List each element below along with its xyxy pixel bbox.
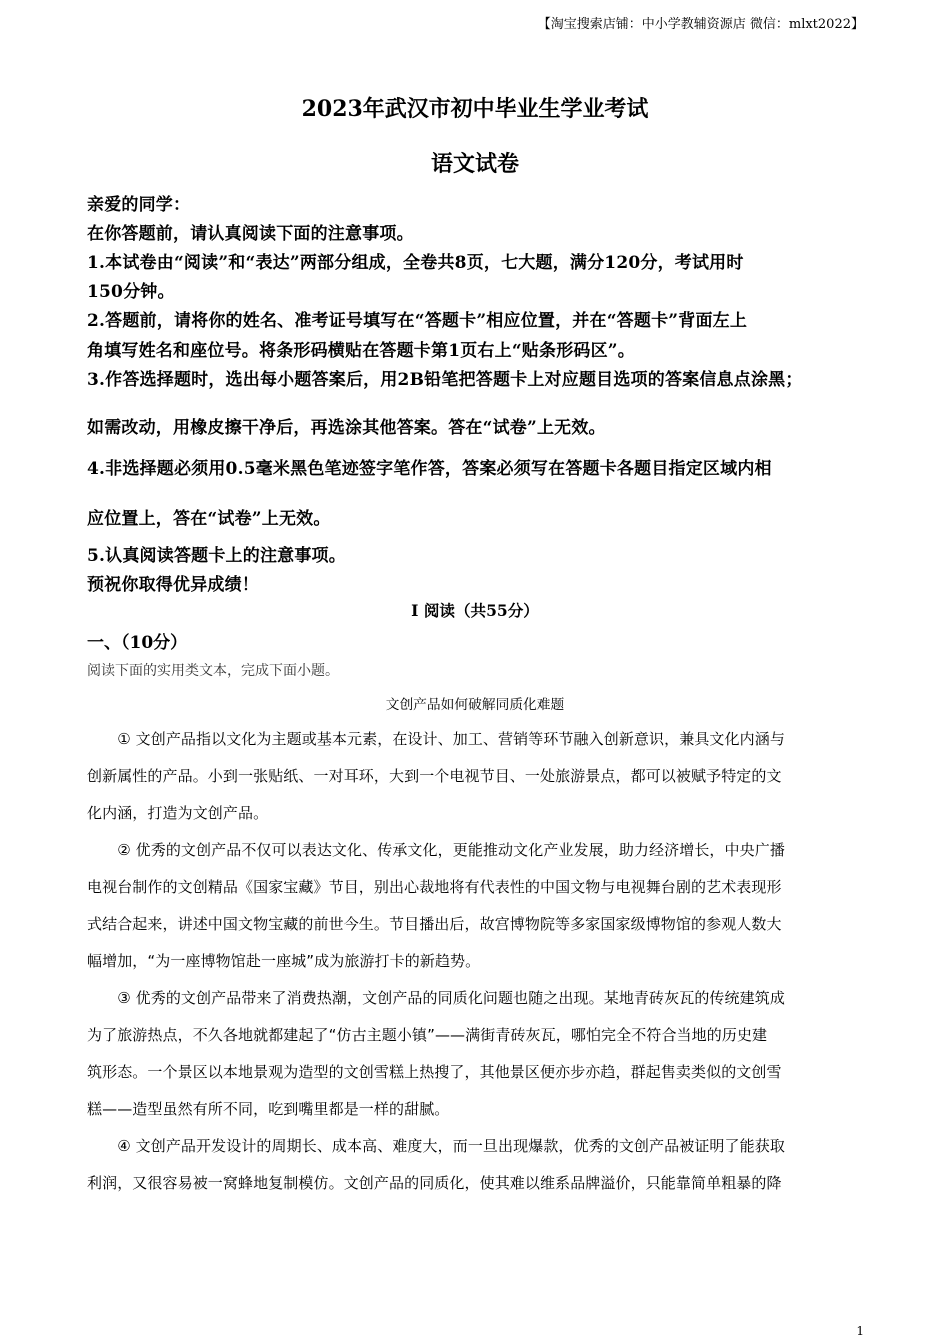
question-instruction: 阅读下面的实用类文本，完成下面小题。 — [87, 663, 339, 679]
question-heading: 一、（10分） — [87, 633, 188, 653]
article-line: ③ 优秀的文创产品带来了消费热潮，文创产品的同质化问题也随之出现。某地青砖灰瓦的传统建筑成 — [87, 989, 785, 1007]
instruction-line: 亲爱的同学： — [87, 195, 191, 215]
article-line: 利润，又很容易被一窝蜂地复制模仿。文创产品的同质化，使其难以维系品牌溢价，只能靠简单粗暴的降 — [87, 1174, 782, 1192]
article-line: 幅增加，“为一座博物馆赴一座城”成为旅游打卡的新趋势。 — [87, 952, 481, 970]
instruction-line: 2.答题前，请将你的姓名、准考证号填写在“答题卡”相应位置，并在“答题卡”背面左上 — [87, 311, 748, 331]
article-line: 创新属性的产品。小到一张贴纸、一对耳环，大到一个电视节目、一处旅游景点，都可以被赋予特定的文 — [87, 767, 782, 785]
article-line: 化内涵，打造为文创产品。 — [87, 804, 269, 822]
article-line: ④ 文创产品开发设计的周期长、成本高、难度大，而一旦出现爆款，优秀的文创产品被证明了能获取 — [87, 1137, 785, 1155]
article-line: ① 文创产品指以文化为主题或基本元素，在设计、加工、营销等环节融入创新意识，兼具文化内涵与 — [87, 730, 785, 748]
article-title: 文创产品如何破解同质化难题 — [385, 697, 565, 713]
article-line: 电视台制作的文创精品《国家宝藏》节目，别出心裁地将有代表性的中国文物与电视舞台剧的艺术表现形 — [87, 878, 782, 896]
instruction-line: 1.本试卷由“阅读”和“表达”两部分组成，全卷共8页，七大题，满分120分，考试用时 — [87, 253, 744, 273]
page-number: 1 — [856, 1324, 864, 1338]
instruction-line: 4.非选择题必须用0.5毫米黑色笔迹签字笔作答，答案必须写在答题卡各题目指定区域内相 — [87, 459, 772, 479]
instruction-line: 角填写姓名和座位号。将条形码横贴在答题卡第1页右上“贴条形码区”。 — [87, 341, 635, 361]
article-line: 筑形态。一个景区以本地景观为造型的文创雪糕上热搜了，其他景区便亦步亦趋，群起售卖类似的文创雪 — [87, 1063, 782, 1081]
instruction-line: 如需改动，用橡皮擦干净后，再选涂其他答案。答在“试卷”上无效。 — [87, 418, 606, 438]
header-note: 【淘宝搜索店铺：中小学教辅资源店 微信：mlxt2022】 — [537, 17, 864, 32]
instruction-line: 预祝你取得优异成绩！ — [87, 575, 259, 595]
instruction-line: 3.作答选择题时，选出每小题答案后，用2B铅笔把答题卡上对应题目选项的答案信息点涂黑； — [87, 370, 803, 390]
article-line: 为了旅游热点，不久各地就都建起了“仿古主题小镇”——满街青砖灰瓦，哪怕完全不符合当地的历史建 — [87, 1026, 768, 1044]
article-line: 式结合起来，讲述中国文物宝藏的前世今生。节目播出后，故宫博物院等多家国家级博物馆的参观人数大 — [87, 915, 782, 933]
exam-title: 2023年武汉市初中毕业生学业考试 — [301, 96, 649, 122]
article-line: 糕——造型虽然有所不同，吃到嘴里都是一样的甜腻。 — [87, 1100, 450, 1118]
instruction-line: 150分钟。 — [87, 282, 175, 302]
article-line: ② 优秀的文创产品不仅可以表达文化、传承文化，更能推动文化产业发展，助力经济增长，中央广播 — [87, 841, 785, 859]
section-heading: Ⅰ 阅读（共55分） — [411, 601, 539, 620]
exam-subtitle: 语文试卷 — [431, 151, 519, 177]
instruction-line: 应位置上，答在“试卷”上无效。 — [87, 509, 331, 529]
instruction-line: 5.认真阅读答题卡上的注意事项。 — [87, 546, 346, 566]
instruction-line: 在你答题前，请认真阅读下面的注意事项。 — [87, 224, 414, 244]
